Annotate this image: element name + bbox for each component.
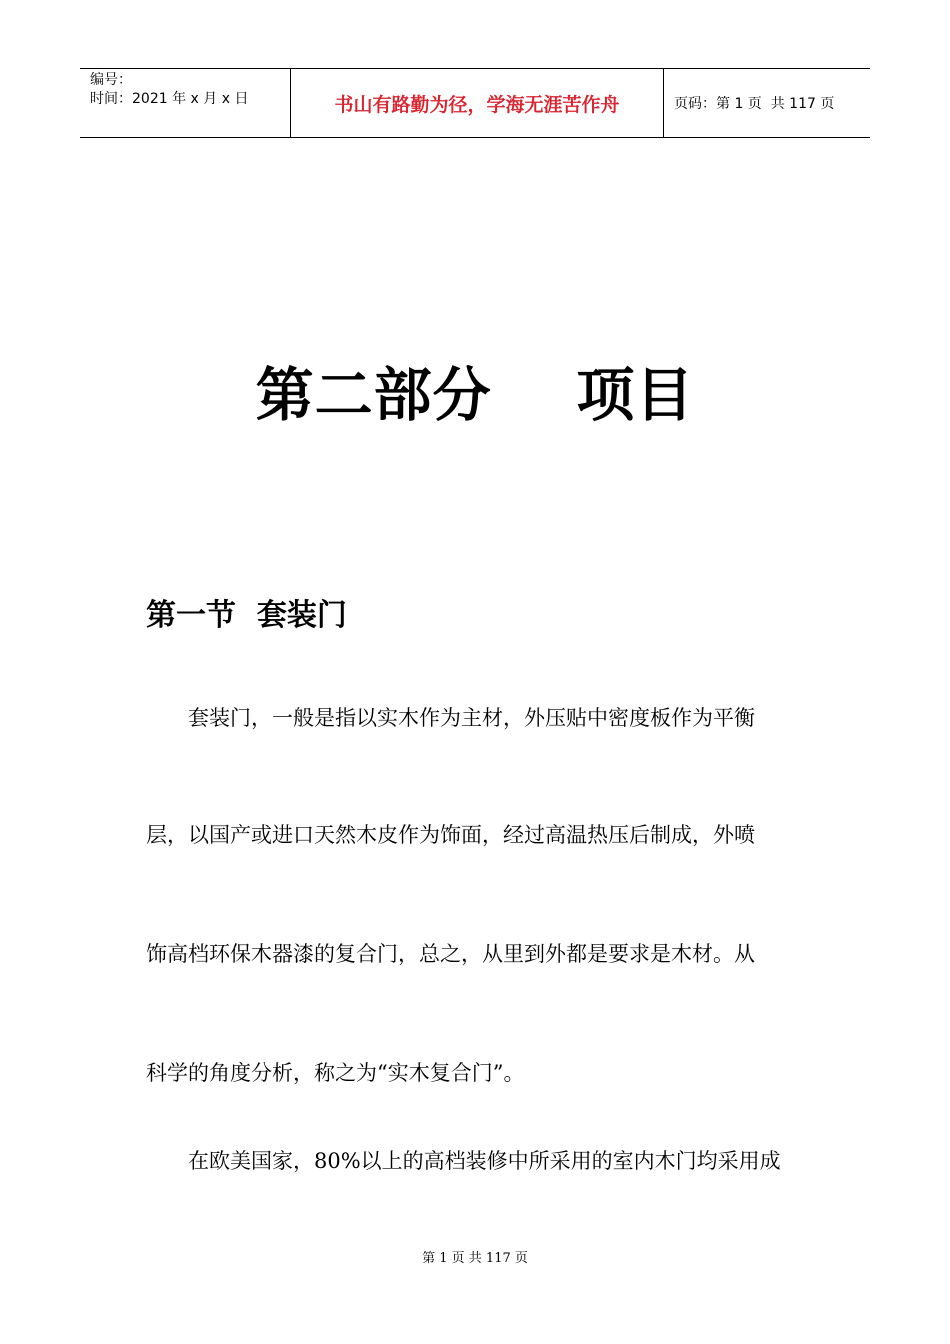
section-title: 第一节 套装门 (146, 598, 347, 633)
number-label: 编号： (90, 72, 132, 88)
part-title: 第二部分 项目 (255, 361, 695, 429)
header-page-info: 页码：第 1 页 共 117 页 (674, 96, 835, 112)
paragraph-line: 饰高档环保木器漆的复合门，总之，从里到外都是要求是木材。从 (146, 942, 755, 966)
paragraph-line: 在欧美国家，80%以上的高档装修中所采用的室内木门均采用成 (188, 1149, 781, 1173)
document-header (80, 68, 870, 138)
header-meta (80, 69, 290, 137)
header-motto: 书山有路勤为径，学海无涯苦作舟 (290, 69, 664, 137)
time-label: 时间：2021 年 x 月 x 日 (90, 91, 249, 107)
page-footer: 第 1 页 共 117 页 (422, 1251, 528, 1266)
paragraph-line: 层，以国产或进口天然木皮作为饰面，经过高温热压后制成，外喷 (146, 823, 755, 847)
paragraph-line: 套装门，一般是指以实木作为主材，外压贴中密度板作为平衡 (188, 706, 755, 730)
paragraph-line: 科学的角度分析，称之为“实木复合门”。 (146, 1061, 525, 1085)
